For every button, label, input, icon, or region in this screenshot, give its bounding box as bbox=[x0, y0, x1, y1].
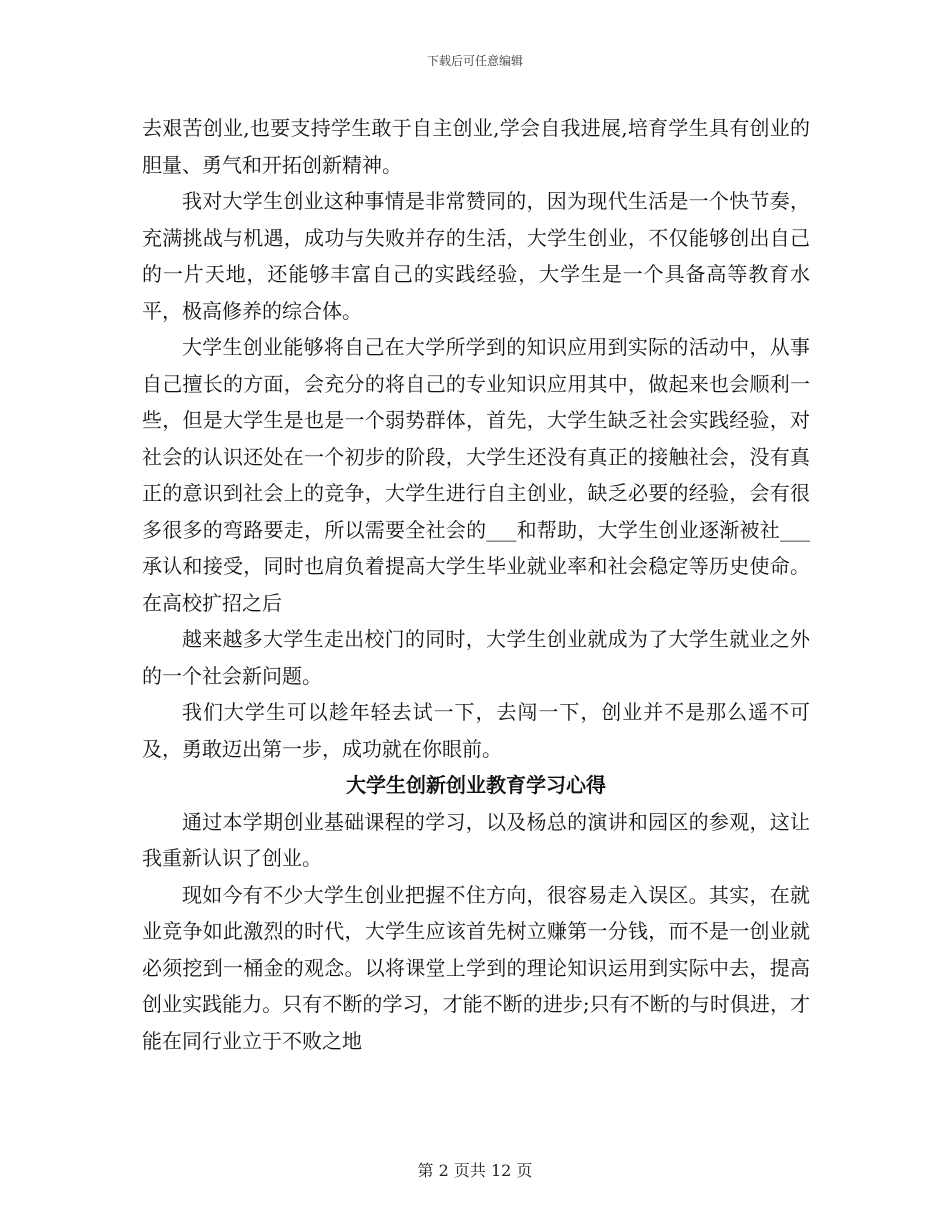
paragraph-5: 我们大学生可以趁年轻去试一下，去闯一下，创业并不是那么遥不可及，勇敢迈出第一步，成功就在你眼前。 bbox=[142, 700, 810, 761]
paragraph-1: 去艰苦创业,也要支持学生敢于自主创业,学会自我进展,培育学生具有创业的胆量、勇气和开拓创新精神。 bbox=[142, 116, 810, 177]
paragraph-3: 大学生创业能够将自己在大学所学到的知识应用到实际的活动中，从事自己擅长的方面，会充分的将自己的专业知识应用其中，做起来也会顺利一些，但是大学生是也是一个弱势群体，首先，大学生缺乏社会实践经验，对社会的认识还处在一个初步的阶段，大学生还没有真正的接触社会，没有真正的意识到社会上的竞争，大学生进行自主创业，缺乏必要的经验，会有很多很多的弯路要走，所以需要全社会的___和帮助，大学生创业逐渐被社___承认和接受，同时也肩负着提高大学生毕业就业率和社会稳定等历史使命。在高校扩招之后 bbox=[142, 335, 810, 615]
section-paragraph-2: 现如今有不少大学生创业把握不住方向，很容易走入误区。其实，在就业竞争如此激烈的时代，大学生应该首先树立赚第一分钱，而不是一创业就必须挖到一桶金的观念。以将课堂上学到的理论知识运用到实际中去，提高创业实践能力。只有不断的学习，才能不断的进步;只有不断的与时俱进，才能在同行业立于不败之地 bbox=[142, 882, 810, 1053]
document-body bbox=[142, 110, 810, 1059]
page-footer: 第 2 页共 12 页 bbox=[417, 1161, 533, 1180]
section-title: 大学生创新创业教育学习心得 bbox=[346, 773, 606, 797]
paragraph-4: 越来越多大学生走出校门的同时，大学生创业就成为了大学生就业之外的一个社会新问题。 bbox=[142, 627, 810, 688]
section-paragraph-1: 通过本学期创业基础课程的学习，以及杨总的演讲和园区的参观，这让我重新认识了创业。 bbox=[142, 809, 810, 870]
paragraph-2: 我对大学生创业这种事情是非常赞同的，因为现代生活是一个快节奏，充满挑战与机遇，成功与失败并存的生活，大学生创业，不仅能够创出自己的一片天地，还能够丰富自己的实践经验，大学生是一个具备高等教育水平，极高修养的综合体。 bbox=[142, 189, 810, 323]
page-header: 下载后可任意编辑 bbox=[426, 54, 523, 68]
